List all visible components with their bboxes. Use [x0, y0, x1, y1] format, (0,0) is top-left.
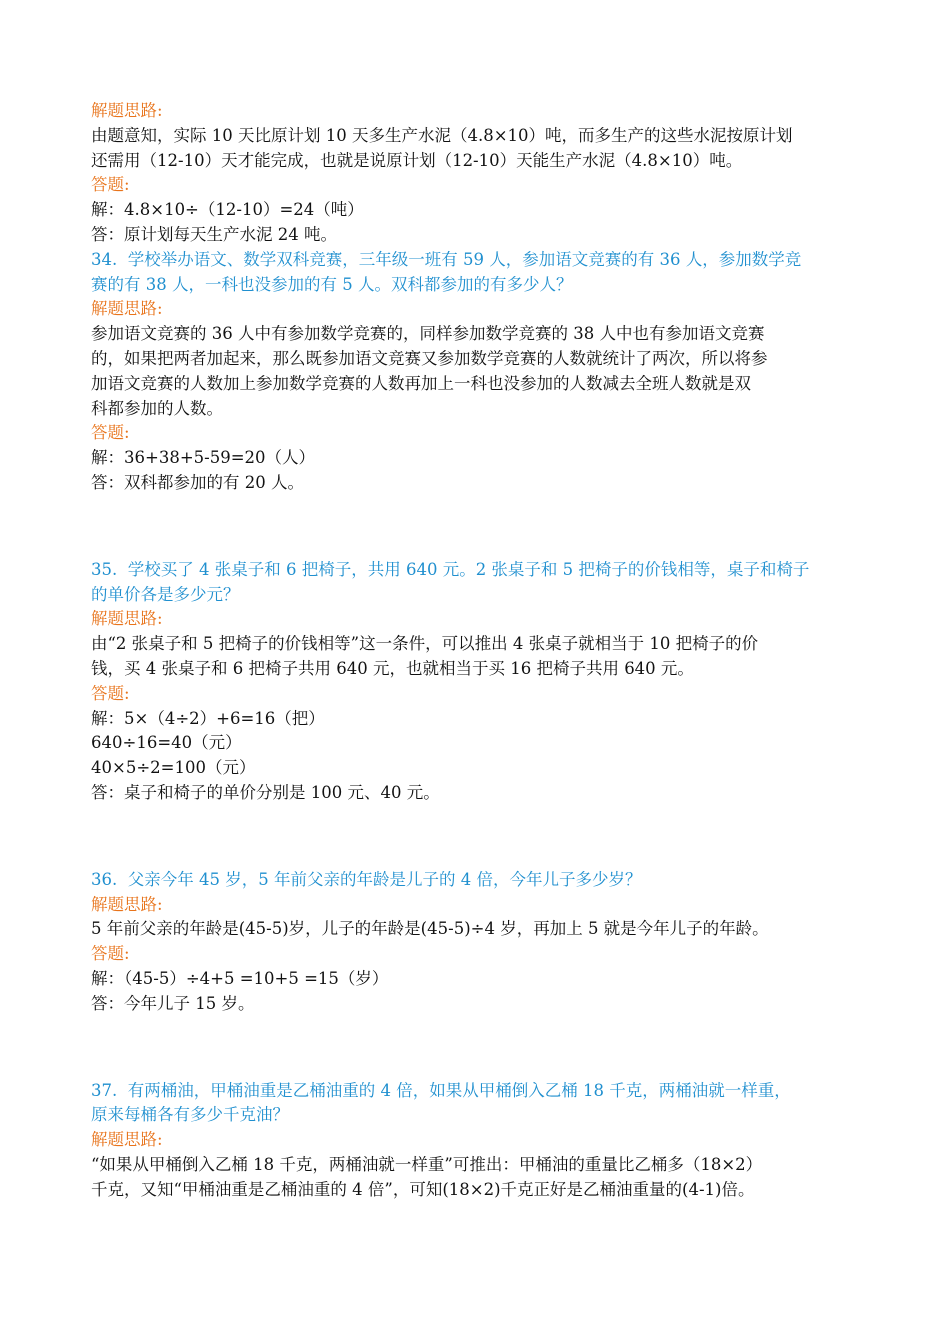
solution-line: 40×5÷2=100（元）: [91, 758, 256, 778]
question-33-block: [91, 99, 861, 248]
thought-label: 解题思路:: [91, 894, 163, 914]
answer-label: 答题:: [91, 944, 130, 964]
thought-label: 解题思路:: [91, 101, 163, 120]
thought-text-line: 的，如果把两者加起来，那么既参加语文竞赛又参加数学竞赛的人数就统计了两次，所以将参: [91, 348, 768, 368]
thought-label: 解题思路:: [91, 299, 163, 319]
thought-label: 解题思路:: [91, 609, 163, 629]
thought-text-line: 参加语文竞赛的 36 人中有参加数学竞赛的，同样参加数学竞赛的 38 人中也有参加语文竞赛: [91, 324, 765, 344]
answer-line: 答：今年儿子 15 岁。: [91, 993, 255, 1013]
answer-line: 答：原计划每天生产水泥 24 吨。: [91, 224, 337, 244]
question-37-block: [91, 1079, 861, 1203]
question-text-line: 赛的有 38 人，一科也没参加的有 5 人。双科都参加的有多少人？: [91, 274, 573, 294]
solution-line: 解：（45-5）÷4+5 =10+5 =15（岁）: [91, 968, 389, 988]
thought-text-line: 5 年前父亲的年龄是(45-5)岁，儿子的年龄是(45-5)÷4 岁，再加上 5 就是今年儿子的年龄。: [91, 919, 769, 939]
thought-text-line: 科都参加的人数。: [91, 398, 223, 418]
question-36-block: [91, 868, 861, 1017]
solution-line: 解：5×（4÷2）+6=16（把）: [91, 708, 325, 728]
thought-label: 解题思路:: [91, 1130, 163, 1150]
solution-line: 解：4.8×10÷（12-10）=24（吨）: [91, 200, 364, 220]
section-spacer: [91, 1017, 861, 1079]
question-35-block: [91, 558, 861, 806]
answer-label: 答题:: [91, 175, 130, 195]
answer-label: 答题:: [91, 423, 130, 443]
answer-label: 答题:: [91, 683, 130, 703]
thought-text-line: 加语文竞赛的人数加上参加数学竞赛的人数再加上一科也没参加的人数减去全班人数就是双: [91, 373, 751, 393]
document-page: [91, 99, 861, 1202]
question-34-block: [91, 248, 861, 496]
answer-line: 答：双科都参加的有 20 人。: [91, 472, 304, 492]
question-text-line: 34. 学校举办语文、数学双科竞赛，三年级一班有 59 人，参加语文竞赛的有 36 人，参加数学竞: [91, 249, 802, 269]
question-text-line: 37. 有两桶油，甲桶油重是乙桶油重的 4 倍，如果从甲桶倒入乙桶 18 千克，两桶油就一样重，: [91, 1080, 791, 1100]
thought-text-line: “如果从甲桶倒入乙桶 18 千克，两桶油就一样重”可推出：甲桶油的重量比乙桶多（18×2）: [91, 1154, 763, 1174]
thought-text-line: 由“2 张桌子和 5 把椅子的价钱相等”这一条件，可以推出 4 张桌子就相当于 10 把椅子的价: [91, 634, 759, 654]
question-text-line: 35. 学校买了 4 张桌子和 6 把椅子，共用 640 元。2 张桌子和 5 把椅子的价钱相等，桌子和椅子: [91, 559, 810, 579]
thought-text-line: 还需用（12-10）天才能完成，也就是说原计划（12-10）天能生产水泥（4.8×10）吨。: [91, 150, 743, 170]
thought-text-line: 千克，又知“甲桶油重是乙桶油重的 4 倍”，可知(18×2)千克正好是乙桶油重量的(4-1)倍。: [91, 1179, 755, 1199]
thought-text-line: 由题意知，实际 10 天比原计划 10 天多生产水泥（4.8×10）吨，而多生产的这些水泥按原计划: [91, 125, 793, 145]
question-text-line: 36. 父亲今年 45 岁，5 年前父亲的年龄是儿子的 4 倍，今年儿子多少岁？: [91, 869, 642, 889]
thought-text-line: 钱，买 4 张桌子和 6 把椅子共用 640 元，也就相当于买 16 把椅子共用 640 元。: [91, 658, 694, 678]
question-text-line: 的单价各是多少元？: [91, 584, 240, 604]
question-text-line: 原来每桶各有多少千克油？: [91, 1105, 289, 1125]
section-spacer: [91, 496, 861, 558]
solution-line: 解：36+38+5-59=20（人）: [91, 448, 316, 468]
solution-line: 640÷16=40（元）: [91, 733, 242, 753]
section-spacer: [91, 806, 861, 868]
answer-line: 答：桌子和椅子的单价分别是 100 元、40 元。: [91, 782, 440, 802]
